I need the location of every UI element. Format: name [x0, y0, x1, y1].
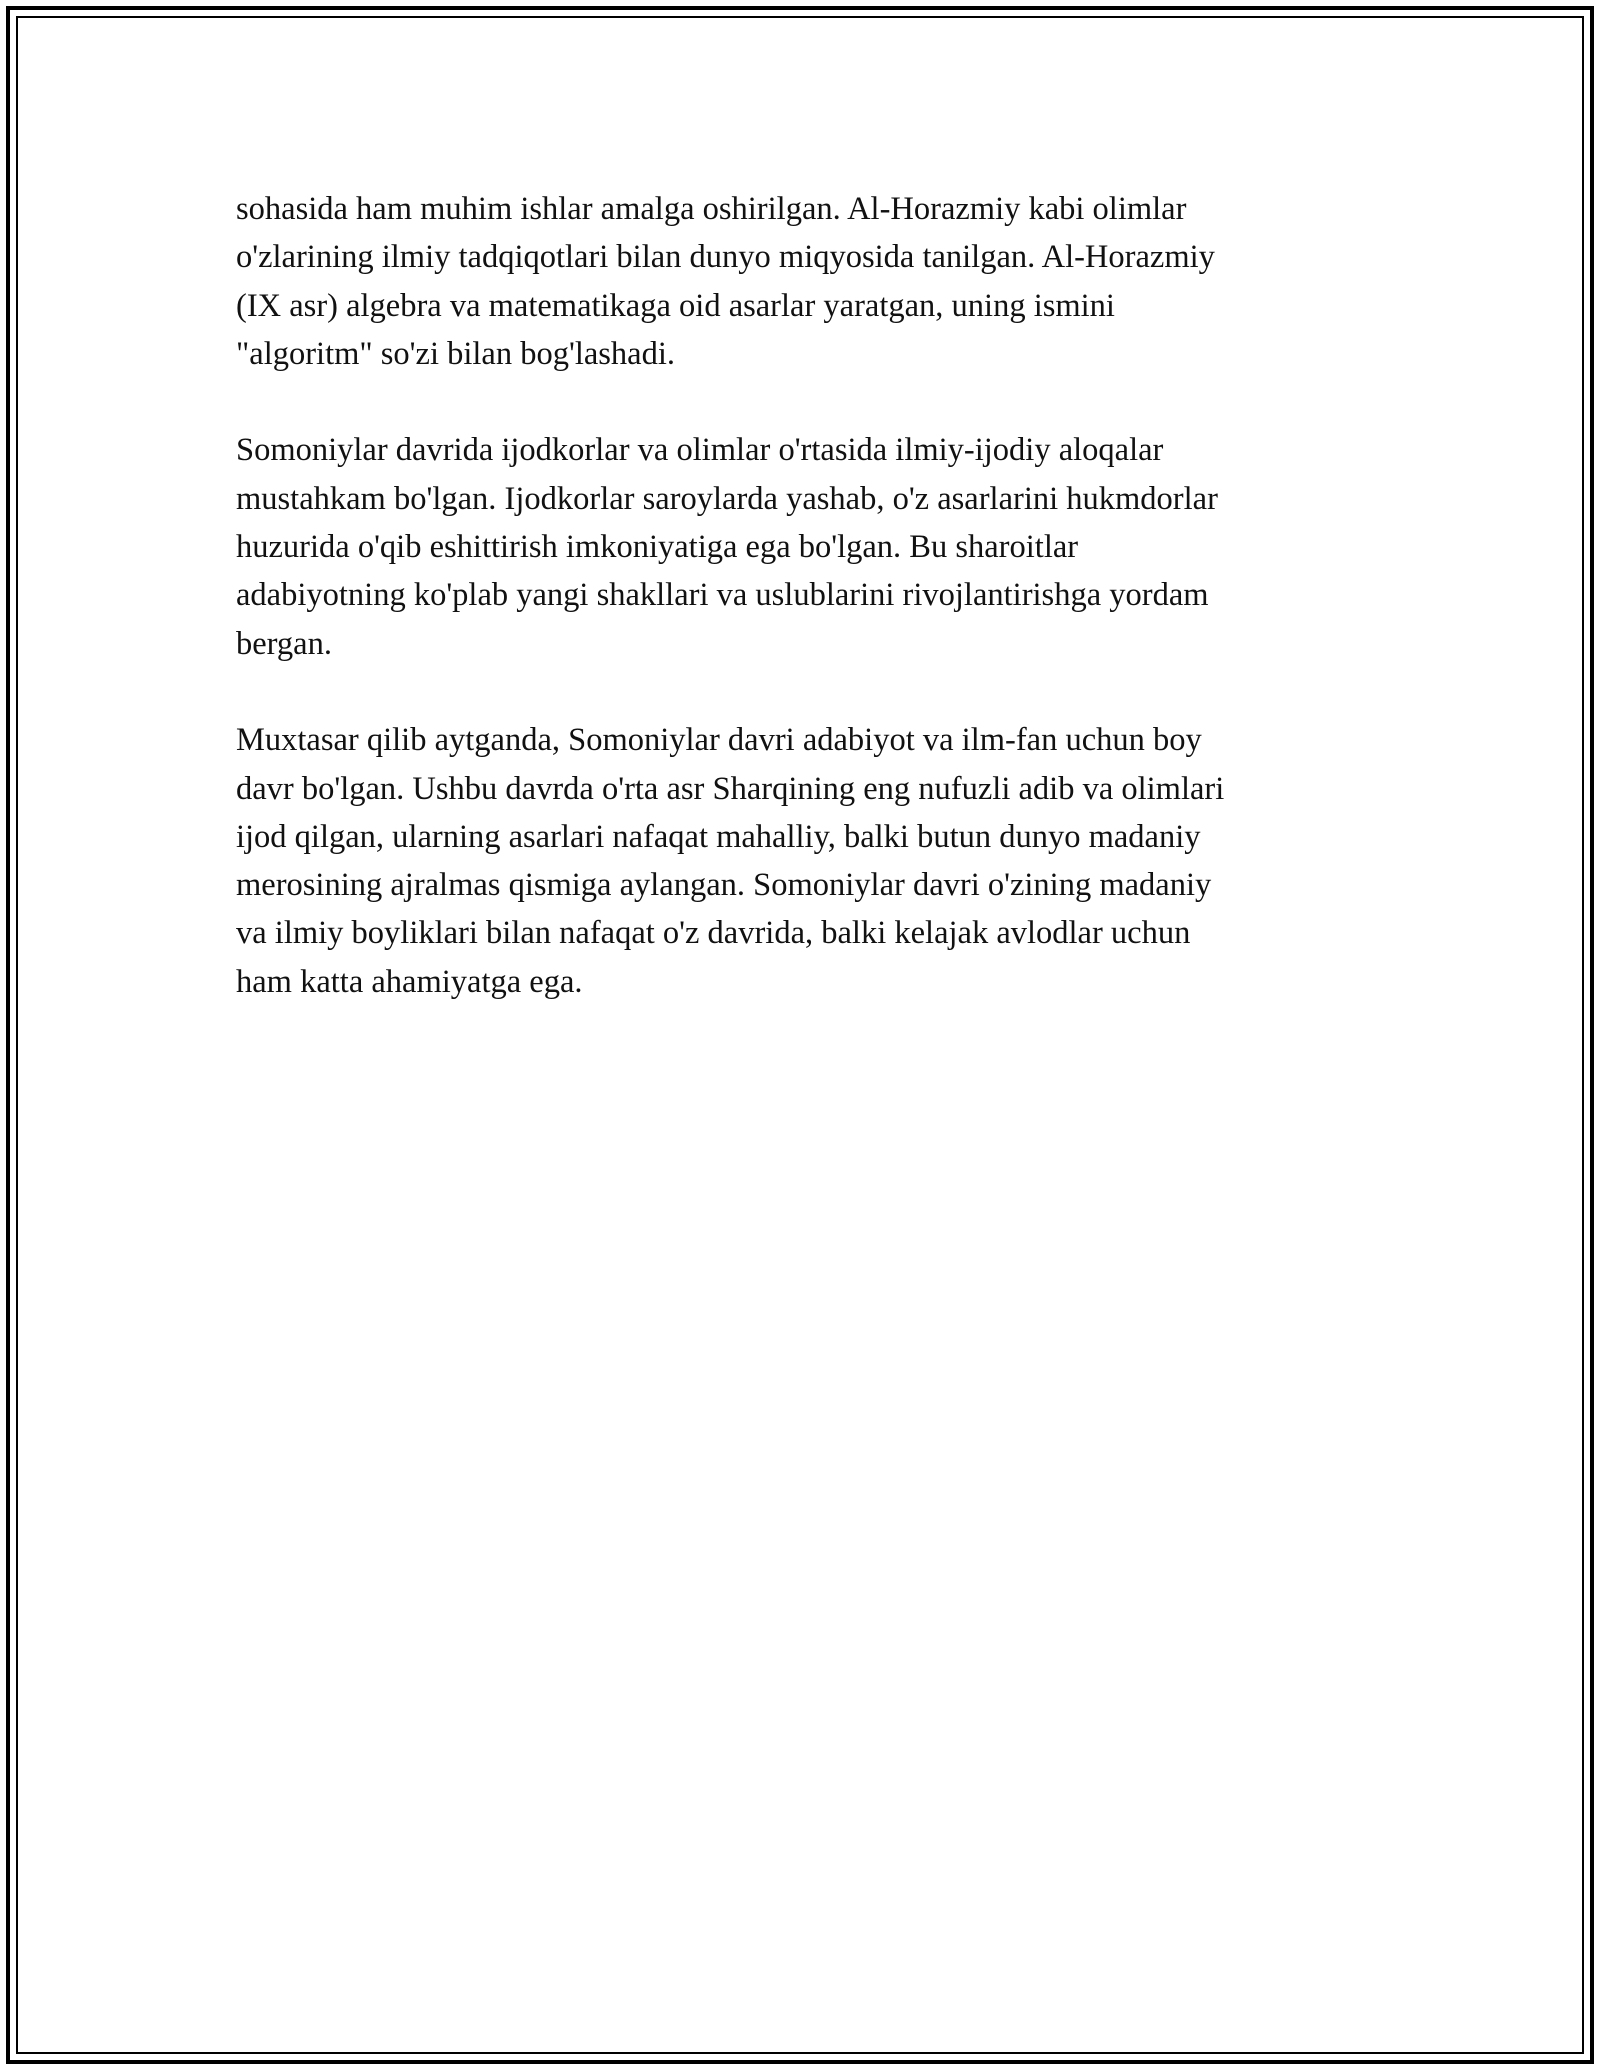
paragraph-somoniylar-davrida: Somoniylar davrida ijodkorlar va olimlar o'rtasida ilmiy-ijodiy aloqalar mustahkam bo'lgan. Ijodkorlar saroylarda yashab, o'z asarlarini hukmdorlar huzurida o'qib eshittirish imkoniyatiga ega bo'lgan. Bu sharoitlar adabiyotning ko'plab yangi shakllari va uslublarini rivojlantirishga yordam bergan. [236, 432, 1218, 662]
paragraph-al-horazmiy: sohasida ham muhim ishlar amalga oshirilgan. Al-Horazmiy kabi olimlar o'zlarining ilmiy tadqiqotlari bilan dunyo miqyosida tanilgan. Al-Horazmiy (IX asr) algebra va matematikaga oid asarlar yaratgan, uning ismini "algoritm" so'zi bilan bog'lashadi. [236, 191, 1215, 372]
paragraph-muxtasar: Muxtasar qilib aytganda, Somoniylar davri adabiyot va ilm-fan uchun boy davr bo'lgan. Ushbu davrda o'rta asr Sharqining eng nufuzli adib va olimlari ijod qilgan, ularning asarlari nafaqat mahalliy, balki butun dunyo madaniy merosining ajralmas qismiga aylangan. Somoniylar davri o'zining madaniy va ilmiy boyliklari bilan nafaqat o'z davrida, balki kelajak avlodlar uchun ham katta ahamiyatga ega. [236, 722, 1225, 1000]
document-body [236, 185, 1366, 1054]
